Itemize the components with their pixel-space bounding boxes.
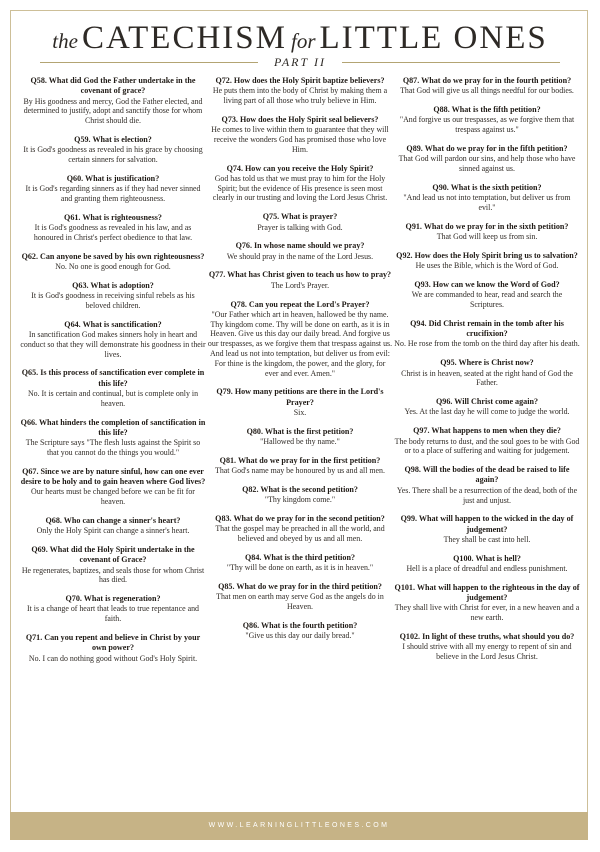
question-text: Q100. What is hell? [453, 553, 521, 563]
answer-text: No. It is certain and continual, but is complete only in heaven. [27, 388, 199, 408]
answer-text: Our hearts must be changed before we can be fit for heaven. [31, 487, 195, 507]
answer-text: "Give us this day our daily bread." [245, 631, 355, 641]
question-text: Q82. What is the second petition? [242, 485, 358, 494]
footer-bar [10, 812, 588, 840]
answer-text: No. No one is good enough for God. [55, 261, 171, 271]
qa-item [394, 426, 580, 456]
column-2 [207, 76, 393, 650]
qa-item [207, 212, 393, 232]
answer-text: That men on earth may serve God as the angels do in Heaven. [216, 592, 384, 612]
question-text: Q71. Can you repent and believe in Christ by your own power? [25, 633, 201, 653]
answer-text: The Scripture says "The flesh lusts against the Spirit so that you cannot do the things you would." [25, 438, 201, 457]
qa-item [394, 583, 580, 623]
answer-text: That God will give us all things needful for our bodies. [400, 86, 574, 96]
title-catechism: CATECHISM [81, 20, 287, 56]
answer-text: Six. [293, 408, 307, 418]
title-little-ones: LITTLE ONES [319, 20, 548, 56]
answer-text: "Our Father which art in heaven, hallowed be thy name. Thy kingdom come. Thy will be done on earth, as it is in Heaven. Give us this day our daily bread. And forgive us our trespasses, as we forgive them that trespass against us. And lead us not into temptation, but deliver us from evil: For thine is the kingdom, the power, and the glory, for ever and ever. Amen." [207, 309, 393, 378]
footer-url: WWW.LEARNINGLITTLEONES.COM [208, 822, 390, 829]
column-1 [20, 76, 206, 672]
question-text: Q68. Who can change a sinner's heart? [45, 515, 181, 525]
qa-item [394, 554, 580, 574]
qa-item [394, 144, 580, 174]
question-text: Q62. Can anyone be saved by his own righteousness? [21, 251, 205, 261]
answer-text: It is God's regarding sinners as if they had never sinned and granting them righteousness. [25, 184, 201, 203]
question-text: Q97. What happens to men when they die? [413, 426, 561, 436]
qa-item [20, 252, 206, 272]
question-text: Q99. What will happen to the wicked in the day of judgement? [400, 514, 574, 534]
qa-item [20, 418, 206, 458]
qa-item [20, 516, 206, 536]
answer-text: They shall be cast into hell. [443, 534, 531, 544]
question-text: Q98. Will the bodies of the dead be raised to life again? [404, 465, 570, 485]
question-text: Q80. What is the first petition? [246, 426, 354, 436]
answer-text: We should pray in the name of the Lord Jesus. [226, 251, 374, 261]
answer-text: It is God's goodness as revealed in his grace by choosing certain sinners for salvation. [23, 145, 203, 165]
answer-text: I should strive with all my energy to repent of sin and believe in the Lord Jesus Christ. [402, 642, 572, 662]
answer-text: God has told us that we must pray to him for the Holy Spirit; but the evidence of His presence is seen most clearly in our trusting and loving the Lord Jesus Christ. [212, 173, 388, 203]
answer-text: That God will pardon our sins, and help those who have sinned against us. [398, 154, 576, 174]
question-text: Q91. What do we pray for in the sixth petition? [405, 221, 569, 231]
qa-item [394, 397, 580, 417]
question-text: Q64. What is sanctification? [64, 319, 162, 329]
question-text: Q75. What is prayer? [262, 212, 338, 222]
question-text: Q86. What is the fourth petition? [242, 620, 358, 630]
question-text: Q59. What is election? [74, 134, 152, 144]
question-text: Q89. What do we pray for in the fifth petition? [406, 143, 568, 153]
answer-text: "Thy will be done on earth, as it is in heaven." [226, 563, 374, 573]
question-text: Q63. What is adoption? [72, 280, 154, 290]
question-text: Q94. Did Christ remain in the tomb after his crucifixion? [410, 318, 564, 339]
answer-text: Only the Holy Spirit can change a sinner's heart. [36, 526, 190, 536]
answer-text: Christ is in heaven, seated at the right hand of God the Father. [401, 368, 573, 388]
answer-text: By His goodness and mercy, God the Father elected, and determined to justify, adopt and sanctify those for whom Christ should die. [23, 96, 203, 126]
qa-item [207, 241, 393, 261]
question-text: Q77. What has Christ given to teach us how to pray? [208, 270, 392, 280]
answer-text: "And lead us not into temptation, but deliver us from evil." [403, 193, 571, 212]
qa-item [394, 514, 580, 544]
qa-item [20, 545, 206, 585]
qa-item [20, 135, 206, 165]
question-text: Q70. What is regeneration? [65, 594, 161, 604]
question-text: Q101. What will happen to the righteous in the day of judgement? [394, 582, 580, 603]
part-subtitle [0, 55, 600, 69]
qa-item [207, 76, 393, 106]
qa-item [394, 280, 580, 310]
answer-text: "And forgive us our trespasses, as we forgive them that trespass against us." [399, 115, 575, 135]
qa-item [394, 251, 580, 271]
answer-text: That God will keep us from sin. [436, 232, 538, 242]
qa-item [20, 368, 206, 408]
answer-text: Hell is a place of dreadful and endless punishment. [406, 563, 568, 573]
qa-item [207, 485, 393, 505]
question-text: Q96. Will Christ come again? [436, 397, 538, 407]
answer-text: The Lord's Prayer. [270, 280, 330, 290]
qa-item [20, 76, 206, 126]
answer-text: He puts them into the body of Christ by making them a living part of all those who truly believe in Him. [212, 86, 388, 106]
divider-right [342, 62, 560, 63]
question-text: Q66. What hinders the completion of sanctification in this life? [20, 417, 206, 437]
qa-item [207, 115, 393, 155]
answer-text: We are commanded to hear, read and search the Scriptures. [411, 290, 563, 310]
question-text: Q78. Can you repeat the Lord's Prayer? [230, 299, 370, 309]
title-for: for [290, 29, 316, 53]
qa-item [394, 105, 580, 135]
question-text: Q67. Since we are by nature sinful, how can one ever desire to be holy and to gain heaven where God lives? [20, 466, 206, 486]
qa-item [20, 467, 206, 507]
qa-item [20, 594, 206, 624]
answer-text: No. He rose from the tomb on the third day after his death. [394, 339, 580, 349]
column-3 [394, 76, 580, 671]
question-text: Q81. What do we pray for in the first petition? [219, 455, 381, 465]
qa-item [207, 164, 393, 204]
answer-text: "Thy kingdom come." [264, 495, 336, 505]
question-text: Q69. What did the Holy Spirit undertake in the covenant of Grace? [31, 544, 195, 565]
question-text: Q74. How can you receive the Holy Spirit? [226, 163, 374, 173]
qa-item [394, 319, 580, 349]
qa-item [207, 621, 393, 641]
question-text: Q60. What is justification? [66, 173, 160, 183]
qa-item [20, 281, 206, 311]
question-text: Q61. What is righteousness? [64, 212, 162, 222]
qa-item [207, 582, 393, 612]
qa-item [207, 514, 393, 544]
answer-text: It is God's goodness in receiving sinful rebels as his beloved children. [31, 291, 195, 310]
answer-text: That the gospel may be preached in all the world, and believed and obeyed by us and all men. [215, 524, 385, 544]
question-text: Q65. Is this process of sanctification ever complete in this life? [21, 368, 205, 388]
question-text: Q83. What do we pray for in the second petition? [215, 514, 385, 524]
answer-text: Yes. There shall be a resurrection of the dead, both of the just and unjust. [396, 485, 578, 505]
qa-item [394, 222, 580, 242]
question-text: Q95. Where is Christ now? [440, 358, 534, 368]
answer-text: It is a change of heart that leads to true repentance and faith. [27, 604, 199, 624]
answer-text: They shall live with Christ for ever, in a new heaven and a new earth. [394, 603, 580, 623]
question-text: Q87. What do we pray for in the fourth petition? [402, 76, 572, 85]
question-text: Q90. What is the sixth petition? [432, 182, 542, 192]
answer-text: That God's name may be honoured by us and all men. [215, 466, 385, 476]
question-text: Q73. How does the Holy Spirit seal believers? [221, 114, 379, 124]
answer-text: No. I can do nothing good without God's Holy Spirit. [28, 653, 198, 663]
answer-text: The body returns to dust, and the soul goes to be with God or to a place of suffering and waiting for judgement. [394, 436, 580, 456]
qa-item [207, 387, 393, 417]
question-text: Q92. How does the Holy Spirit bring us to salvation? [396, 250, 578, 260]
answer-text: He regenerates, baptizes, and seals those for whom Christ has died. [21, 565, 205, 585]
qa-item [207, 427, 393, 447]
question-text: Q102. In light of these truths, what should you do? [399, 631, 575, 641]
answer-text: "Hallowed be thy name." [260, 437, 340, 447]
question-text: Q58. What did God the Father undertake in the covenant of grace? [30, 76, 196, 96]
question-text: Q88. What is the fifth petition? [433, 105, 541, 115]
answer-text: It is God's goodness as revealed in his law, and as honoured in Christ's perfect obedience to that law. [33, 223, 193, 242]
question-text: Q85. What do we pray for in the third petition? [218, 582, 382, 592]
qa-item [20, 633, 206, 663]
qa-item [207, 456, 393, 476]
question-text: Q84. What is the third petition? [244, 552, 356, 562]
qa-item [394, 632, 580, 662]
question-text: Q93. How can we know the Word of God? [414, 279, 560, 289]
qa-item [394, 76, 580, 96]
qa-item [394, 183, 580, 213]
question-text: Q72. How does the Holy Spirit baptize believers? [215, 76, 385, 85]
qa-item [394, 358, 580, 388]
qa-item [20, 320, 206, 360]
answer-text: He comes to live within them to guarantee that they will receive the wonders God has promised those who love Him. [211, 125, 389, 154]
page-title [0, 20, 600, 57]
qa-item [207, 300, 393, 379]
qa-item [394, 465, 580, 505]
answer-text: Yes. At the last day he will come to judge the world. [404, 407, 570, 417]
title-the: the [52, 29, 78, 53]
question-text: Q76. In whose name should we pray? [235, 241, 365, 251]
answer-text: Prayer is talking with God. [257, 222, 343, 232]
part-label: PART II [274, 55, 326, 69]
qa-item [20, 213, 206, 243]
qa-item [20, 174, 206, 204]
answer-text: In sanctification God makes sinners holy in heart and conduct so that they will demonstrate his goodness in their lives. [20, 329, 206, 359]
question-text: Q79. How many petitions are there in the Lord's Prayer? [216, 387, 384, 407]
qa-item [207, 270, 393, 290]
answer-text: He uses the Bible, which is the Word of God. [415, 261, 559, 271]
qa-item [207, 553, 393, 573]
